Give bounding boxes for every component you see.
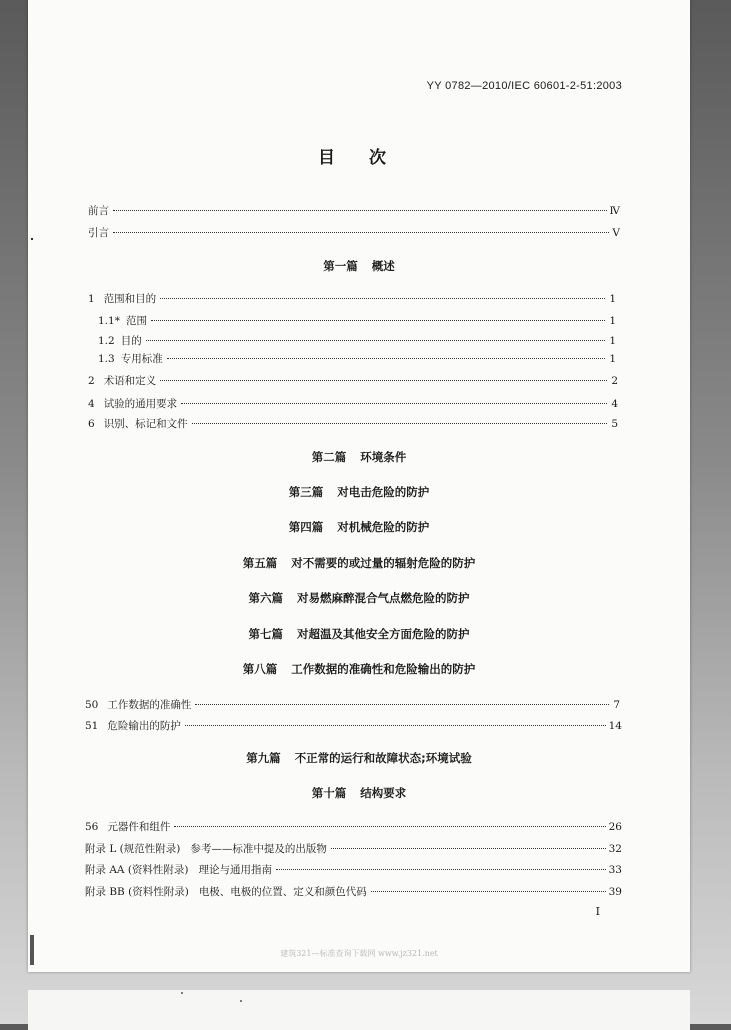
toc-page-number: 32 (608, 843, 622, 855)
toc-entry[interactable] (88, 291, 616, 306)
toc-page-number: 33 (608, 864, 622, 876)
toc-label: 前言 (88, 205, 109, 217)
toc-page-number: 1 (609, 315, 616, 327)
toc-leader-dots (160, 380, 607, 381)
toc-label: 危险输出的防护 (107, 720, 181, 732)
part-heading-8: 第八篇 工作数据的准确性和危险输出的防护 (242, 662, 476, 676)
toc-entry[interactable] (98, 313, 616, 328)
toc-page-number: 14 (608, 720, 622, 732)
toc-page-number: Ⅴ (612, 227, 620, 239)
toc-leader-dots (192, 423, 607, 424)
toc-page-number: 2 (611, 375, 618, 387)
toc-leader-dots (160, 298, 605, 299)
scan-speck (31, 238, 33, 240)
scan-edge-mark (30, 935, 34, 965)
toc-leader-dots (167, 358, 605, 359)
toc-page-number: 5 (611, 418, 618, 430)
toc-entry[interactable] (88, 416, 618, 431)
toc-label: 元器件和组件 (107, 821, 171, 833)
toc-entry[interactable] (88, 373, 618, 388)
toc-annex-number: 附录 AA (资料性附录) (85, 864, 189, 876)
toc-label: 引言 (88, 227, 109, 239)
toc-annex-number: 附录 BB (资料性附录) (85, 886, 189, 898)
toc-entry[interactable] (85, 819, 622, 834)
part-heading-6: 第六篇 对易燃麻醉混合气点燃危险的防护 (248, 591, 470, 605)
toc-clause-number: 1 (88, 293, 95, 305)
toc-page-number: Ⅳ (609, 205, 620, 217)
toc-page-number: 26 (608, 821, 622, 833)
part-heading-1: 第一篇 概述 (323, 259, 395, 273)
toc-entry[interactable] (88, 396, 618, 411)
page-number: I (595, 905, 600, 918)
part-heading-10: 第十篇 结构要求 (311, 786, 407, 800)
toc-page-number: 39 (608, 886, 622, 898)
toc-label: 工作数据的准确性 (107, 699, 192, 711)
toc-page-number: 1 (609, 335, 616, 347)
toc-clause-number: 1.1* (98, 315, 120, 327)
next-page-edge (28, 990, 690, 1030)
toc-clause-number: 6 (88, 418, 95, 430)
toc-leader-dots (195, 704, 609, 705)
part-heading-3: 第三篇 对电击危险的防护 (288, 485, 430, 499)
toc-leader-dots (113, 210, 607, 211)
footer-watermark: 建筑321—标准查询下载网 www.jz321.net (280, 949, 438, 958)
page-title: 目 次 (318, 148, 400, 168)
part-heading-2: 第二篇 环境条件 (311, 450, 407, 464)
toc-leader-dots (331, 848, 606, 849)
toc-entry-introduction[interactable] (88, 225, 620, 240)
toc-leader-dots (185, 725, 606, 726)
toc-label: 目的 (120, 335, 142, 347)
toc-page-number: 4 (611, 398, 618, 410)
toc-entry-foreword[interactable] (88, 203, 620, 218)
toc-label: 参考——标准中提及的出版物 (190, 843, 327, 855)
toc-entry[interactable] (98, 351, 616, 366)
toc-page-number: 1 (609, 353, 616, 365)
toc-page-number: 7 (613, 699, 620, 711)
part-heading-5: 第五篇 对不需要的或过量的辐射危险的防护 (242, 556, 476, 570)
toc-label: 范围和目的 (103, 293, 157, 305)
toc-clause-number: 1.2 (98, 335, 115, 347)
toc-entry[interactable] (98, 333, 616, 348)
toc-clause-number: 56 (85, 821, 99, 833)
part-heading-9: 第九篇 不正常的运行和故障状态;环境试验 (246, 751, 472, 765)
part-heading-7: 第七篇 对超温及其他安全方面危险的防护 (248, 627, 470, 641)
standard-code: YY 0782—2010/IEC 60601-2-51:2003 (426, 80, 622, 92)
toc-entry[interactable] (85, 884, 622, 899)
toc-entry[interactable] (85, 718, 622, 733)
toc-leader-dots (181, 403, 607, 404)
toc-leader-dots (146, 340, 605, 341)
toc-leader-dots (371, 891, 606, 892)
scan-speck (240, 1000, 242, 1002)
toc-label: 试验的通用要求 (103, 398, 178, 410)
toc-label: 专用标准 (120, 353, 163, 365)
toc-annex-number: 附录 L (规范性附录) (85, 843, 181, 855)
toc-entry[interactable] (85, 862, 622, 877)
toc-clause-number: 51 (85, 720, 99, 732)
toc-label: 电极、电极的位置、定义和颜色代码 (198, 886, 367, 898)
toc-clause-number: 4 (88, 398, 95, 410)
toc-label: 理论与通用指南 (198, 864, 273, 876)
toc-leader-dots (151, 320, 605, 321)
toc-label: 范围 (125, 315, 147, 327)
toc-leader-dots (113, 232, 609, 233)
toc-entry[interactable] (85, 697, 620, 712)
toc-label: 识别、标记和文件 (103, 418, 188, 430)
toc-leader-dots (174, 826, 605, 827)
toc-clause-number: 1.3 (98, 353, 115, 365)
toc-clause-number: 2 (88, 375, 95, 387)
document-page (28, 0, 690, 972)
toc-clause-number: 50 (85, 699, 99, 711)
toc-leader-dots (276, 869, 606, 870)
part-heading-4: 第四篇 对机械危险的防护 (288, 520, 430, 534)
toc-page-number: 1 (609, 293, 616, 305)
toc-entry[interactable] (85, 841, 622, 856)
scan-speck (181, 992, 183, 994)
toc-label: 术语和定义 (103, 375, 157, 387)
